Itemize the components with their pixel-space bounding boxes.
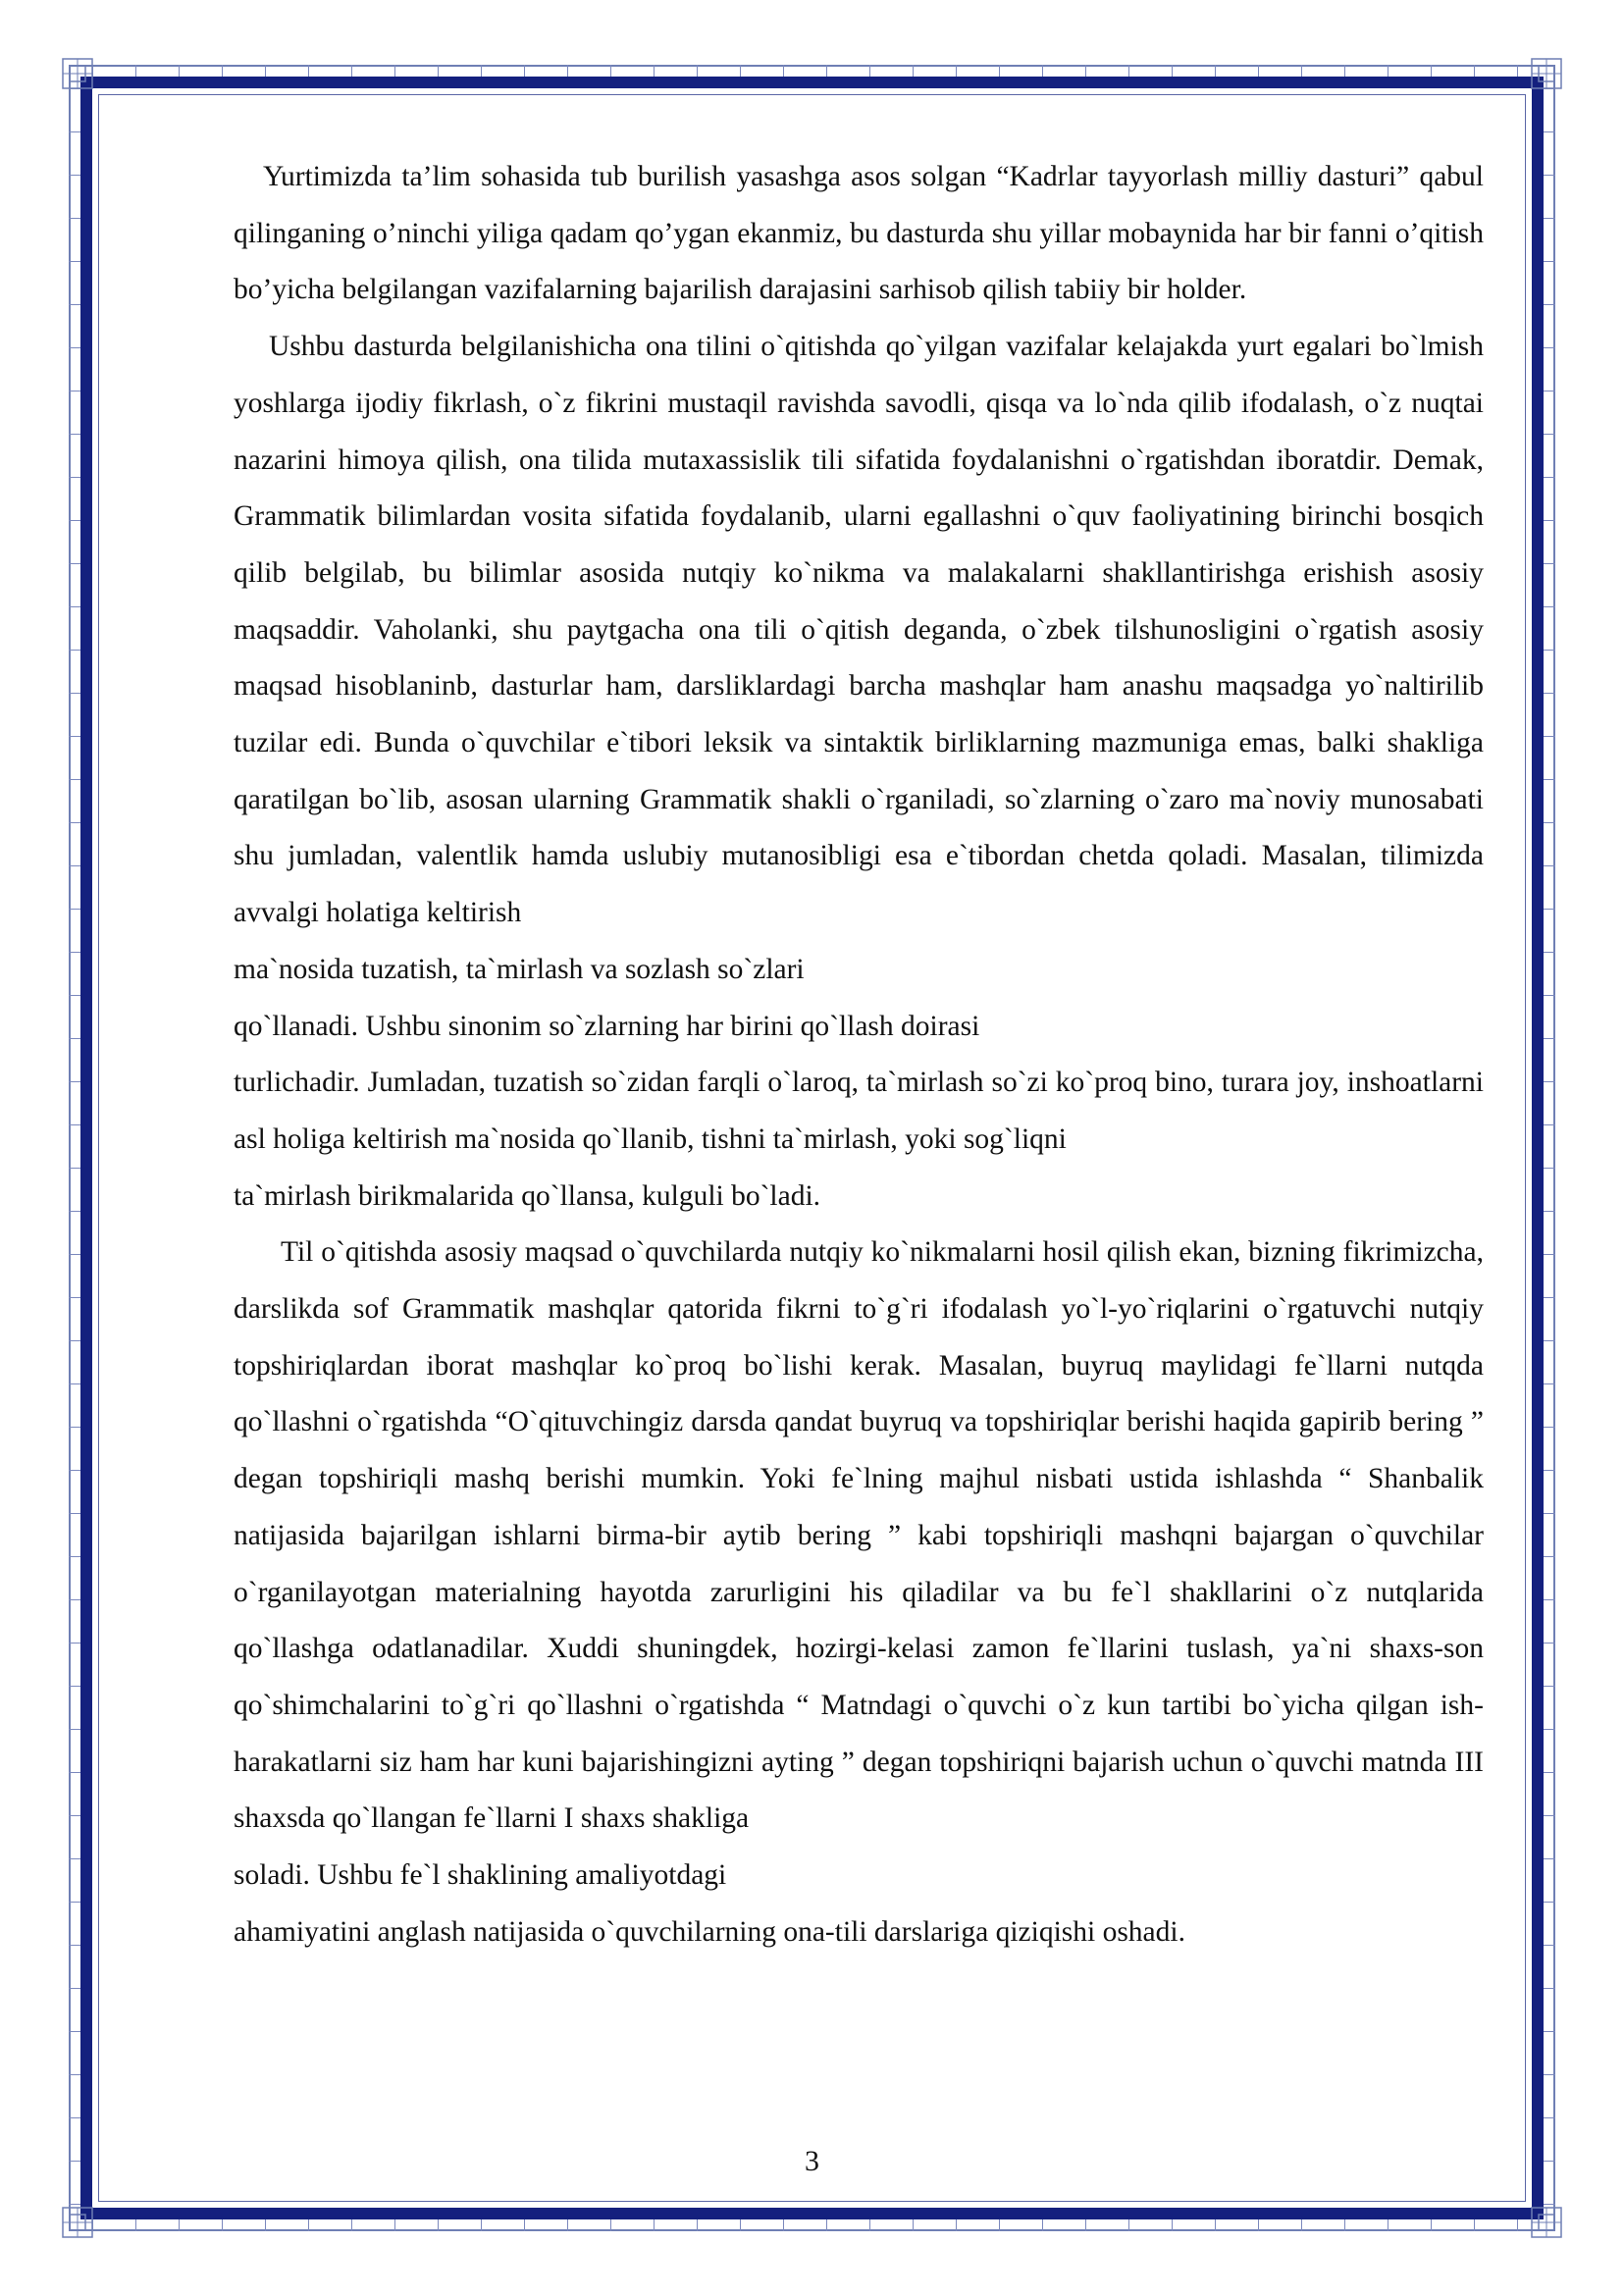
text-line-soladi: soladi. Ushbu fe`l shaklining amaliyotdagi xyxy=(234,1859,727,1892)
text-line-ahamiyatini: ahamiyatini anglash natijasida o`quvchilarning ona-tili darslariga qiziqishi oshadi. xyxy=(234,1915,1185,1948)
paragraph-program-goals: Ushbu dasturda belgilanishicha ona tilini o`qitishda qo`yilgan vazifalar kelajakda yurt egalari bo`lmish yoshlarga ijodiy fikrlash, o`z fikrini mustaqil ravishda savodli, qisqa va lo`nda qilib ifodalash, o`z nuqtai nazarini himoya qilish, ona tilida mutaxassislik tili sifatida foydalanishni o`rgatishdan iboratdir. Demak, Grammatik bilimlardan vosita sifatida foydalanib, ularni egallashni o`quv faoliyatining birinchi bosqich qilib belgilab, bu bilimlar asosida nutqiy ko`nikma va malakalarni shakllantirishga erishish asosiy maqsaddir. Vaholanki, shu paytgacha ona tili o`qitish deganda, o`zbek tilshunosligini o`rgatish asosiy maqsad hisoblaninb, dasturlar ham, darsliklardagi barcha mashqlar ham anashu maqsadga yo`naltirilib tuzilar edi. Bunda o`quvchilar e`tibori leksik va sintaktik birliklarning mazmuniga emas, balki shakliga qaratilgan bo`lib, asosan ularning Grammatik shakli o`rganiladi, so`zlarning o`zaro ma`noviy munosabati shu jumladan, valentlik hamda uslubiy mutanosibligi esa e`tibordan chetda qoladi. Masalan, tilimizda avvalgi holatiga keltirish xyxy=(234,331,1484,929)
text-line-manosida: ma`nosida tuzatish, ta`mirlash va sozlash so`zlari xyxy=(234,953,805,985)
border-corner-ornament-bottom-right xyxy=(1530,2206,1563,2239)
page-number: 3 xyxy=(805,2145,819,2177)
page-border-ticks-right xyxy=(1542,88,1555,2208)
border-corner-ornament-top-left xyxy=(61,57,94,90)
text-line-tamirlash: ta`mirlash birikmalarida qo`llansa, kulguli bo`ladi. xyxy=(234,1179,821,1212)
paragraph-til-oqitishda: Til o`qitishda asosiy maqsad o`quvchilarda nutqiy ko`nikmalarni hosil qilish ekan, bizning fikrimizcha, darslikda sof Grammatik mashqlar qatorida fikrni to`g`ri ifodalash yo`l-yo`riqlarini o`rgatuvchi nutqiy topshiriqlardan iborat mashqlar ko`proq bo`lishi kerak. Masalan, buyruq maylidagi fe`llarni nutqda qo`llashni o`rgatishda “O`qituvchingiz darsda qandat buyruq va topshiriqlar berishi haqida gapirib bering ” degan topshiriqli mashq berishi mumkin. Yoki fe`lning majhul nisbati ustida ishlashda “ Shanbalik natijasida bajarilgan ishlarni birma-bir aytib bering ” kabi topshiriqli mashqni bajargan o`quvchilar o`rganilayotgan materialning hayotda zarurligini his qiladilar va bu fe`l shakllarini o`z nutqlarida qo`llashga odatlanadilar. Xuddi shuningdek, hozirgi-kelasi zamon fe`llarini tuslash, ya`ni shaxs-son qo`shimchalarini to`g`ri qo`llashni o`rgatishda “ Matndagi o`quvchi o`z kun tartibi bo`yicha qilgan ish-harakatlarni siz ham har kuni bajarishingizni ayting ” degan topshiriqni bajarish uchun o`quvchi matnda III shaxsda qo`llangan fe`llarni I shaxs shakliga xyxy=(234,1236,1484,1835)
border-corner-ornament-top-right xyxy=(1530,57,1563,90)
document-body xyxy=(234,149,1484,1961)
paragraph-turlichadir: turlichadir. Jumladan, tuzatish so`zidan farqli o`laroq, ta`mirlash so`zi ko`proq bino, turara joy, inshoatlarni asl holiga keltirish ma`nosida qo`llanib, tishni ta`mirlash, yoki sog`liqni xyxy=(234,1067,1484,1155)
page-border-ticks-bottom xyxy=(92,2218,1532,2231)
border-corner-ornament-bottom-left xyxy=(61,2206,94,2239)
paragraph-ten-years-dasturi: Yurtimizda ta’lim sohasida tub burilish yasashga asos solgan “Kadrlar tayyorlash milliy dasturi” qabul qilinganing o’ninchi yiliga qadam qo’ygan ekanmiz, bu dasturda shu yillar mobaynida har bir fanni o’qitish bo’yicha belgilangan vazifalarning bajarilish darajasini sarhisob qilish tabiiy bir holder. xyxy=(234,161,1484,306)
text-line-qollanadi: qo`llanadi. Ushbu sinonim so`zlarning har birini qo`llash doirasi xyxy=(234,1010,980,1042)
